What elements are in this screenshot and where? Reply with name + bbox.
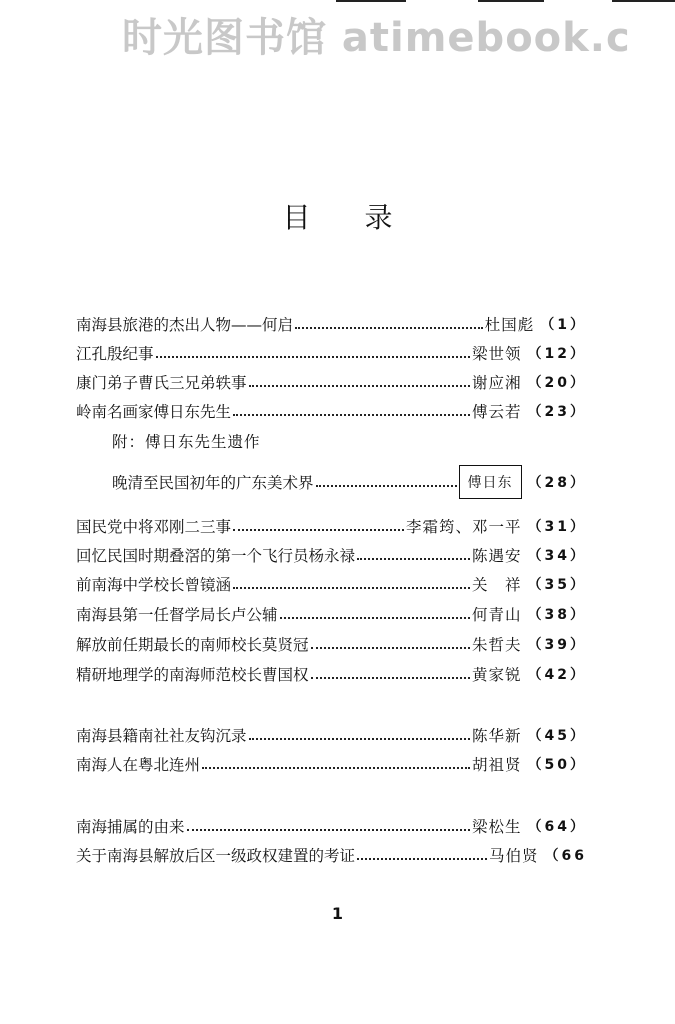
entry-page: （23） bbox=[527, 404, 587, 420]
entry-page: （64） bbox=[527, 819, 587, 835]
entry-title: 岭南名画家傅日东先生 bbox=[76, 403, 232, 421]
entry-page: （12） bbox=[527, 346, 587, 362]
entry-page: （28） bbox=[527, 475, 587, 491]
dot-leader bbox=[233, 527, 404, 531]
entry-author-boxed: 傅日东 bbox=[459, 465, 522, 499]
dot-leader bbox=[316, 483, 457, 487]
entry-author: 关 祥 bbox=[472, 576, 522, 594]
toc-entry[interactable] bbox=[76, 340, 587, 366]
toc-entry[interactable] bbox=[76, 842, 587, 868]
toc-entry[interactable] bbox=[76, 631, 587, 657]
entry-title: 南海人在粤北连州 bbox=[76, 756, 201, 774]
contents-heading: 目录 bbox=[282, 201, 447, 234]
entry-title: 前南海中学校长曾镜涵 bbox=[76, 576, 232, 594]
entry-title: 康门弟子曹氏三兄弟轶事 bbox=[76, 374, 247, 392]
top-rule bbox=[336, 0, 406, 2]
dot-leader bbox=[280, 615, 470, 619]
entry-title: 晚清至民国初年的广东美术界 bbox=[112, 474, 314, 492]
toc-entry[interactable] bbox=[76, 542, 587, 568]
dot-leader bbox=[233, 412, 470, 416]
entry-page: （66 bbox=[544, 848, 587, 864]
toc-entry[interactable] bbox=[112, 465, 587, 499]
entry-author: 何青山 bbox=[472, 606, 522, 624]
toc-entry[interactable] bbox=[76, 601, 587, 627]
toc-entry[interactable] bbox=[76, 311, 587, 337]
dot-leader bbox=[202, 765, 470, 769]
dot-leader bbox=[311, 675, 470, 679]
dot-leader bbox=[249, 383, 470, 387]
entry-title: 南海捕属的由来 bbox=[76, 818, 185, 836]
entry-author: 杜国彪 bbox=[484, 316, 535, 334]
entry-author: 谢应湘 bbox=[472, 374, 522, 392]
entry-page: （31） bbox=[527, 519, 587, 535]
entry-page: （35） bbox=[527, 577, 587, 593]
toc-entry[interactable] bbox=[76, 722, 587, 748]
dot-leader bbox=[357, 556, 470, 560]
entry-author: 陈遇安 bbox=[472, 547, 522, 565]
entry-author: 梁世领 bbox=[472, 345, 522, 363]
entry-page: （50） bbox=[527, 757, 587, 773]
entry-title: 南海县旅港的杰出人物——何启 bbox=[76, 316, 294, 334]
entry-page: （20） bbox=[527, 375, 587, 391]
dot-leader bbox=[156, 354, 470, 358]
toc-entry[interactable] bbox=[76, 513, 587, 539]
entry-page: （45） bbox=[527, 728, 587, 744]
dot-leader bbox=[357, 856, 487, 860]
dot-leader bbox=[311, 645, 470, 649]
top-rule bbox=[478, 0, 544, 2]
dot-leader bbox=[233, 585, 470, 589]
toc-entry[interactable] bbox=[76, 813, 587, 839]
entry-title: 南海县籍南社社友钩沉录 bbox=[76, 727, 247, 745]
entry-title: 关于南海县解放后区一级政权建置的考证 bbox=[76, 847, 356, 865]
entry-page: （38） bbox=[527, 607, 587, 623]
entry-title: 解放前任期最长的南师校长莫贤冠 bbox=[76, 636, 309, 654]
dot-leader bbox=[295, 325, 483, 329]
entry-author: 马伯贤 bbox=[489, 847, 539, 865]
appendix-note: 附：傅日东先生遗作 bbox=[112, 433, 261, 451]
toc-entry[interactable] bbox=[76, 369, 587, 395]
entry-author: 胡祖贤 bbox=[472, 756, 522, 774]
page-number: 1 bbox=[331, 904, 344, 923]
toc-entry[interactable] bbox=[76, 571, 587, 597]
toc-entry[interactable] bbox=[76, 751, 587, 777]
entry-title: 回忆民国时期叠滘的第一个飞行员杨永禄 bbox=[76, 547, 356, 565]
entry-page: （42） bbox=[527, 667, 587, 683]
top-rule bbox=[612, 0, 675, 2]
dot-leader bbox=[187, 827, 470, 831]
toc-entry[interactable] bbox=[76, 398, 587, 424]
toc-entry[interactable] bbox=[76, 661, 587, 687]
entry-author: 李霜筠、邓一平 bbox=[406, 518, 522, 536]
entry-author: 朱哲夫 bbox=[472, 636, 522, 654]
dot-leader bbox=[249, 736, 470, 740]
entry-page: （1） bbox=[540, 317, 587, 333]
entry-author: 傅云若 bbox=[472, 403, 522, 421]
entry-title: 国民党中将邓刚二三事 bbox=[76, 518, 232, 536]
entry-title: 精研地理学的南海师范校长曹国权 bbox=[76, 666, 309, 684]
entry-title: 南海县第一任督学局长卢公辅 bbox=[76, 606, 278, 624]
watermark: 时光图书馆 atimebook.c bbox=[122, 15, 631, 61]
entry-author: 陈华新 bbox=[472, 727, 522, 745]
entry-author: 黄家锐 bbox=[472, 666, 522, 684]
entry-title: 江孔殷纪事 bbox=[76, 345, 154, 363]
entry-page: （34） bbox=[527, 548, 587, 564]
entry-page: （39） bbox=[527, 637, 587, 653]
entry-author: 梁松生 bbox=[472, 818, 522, 836]
